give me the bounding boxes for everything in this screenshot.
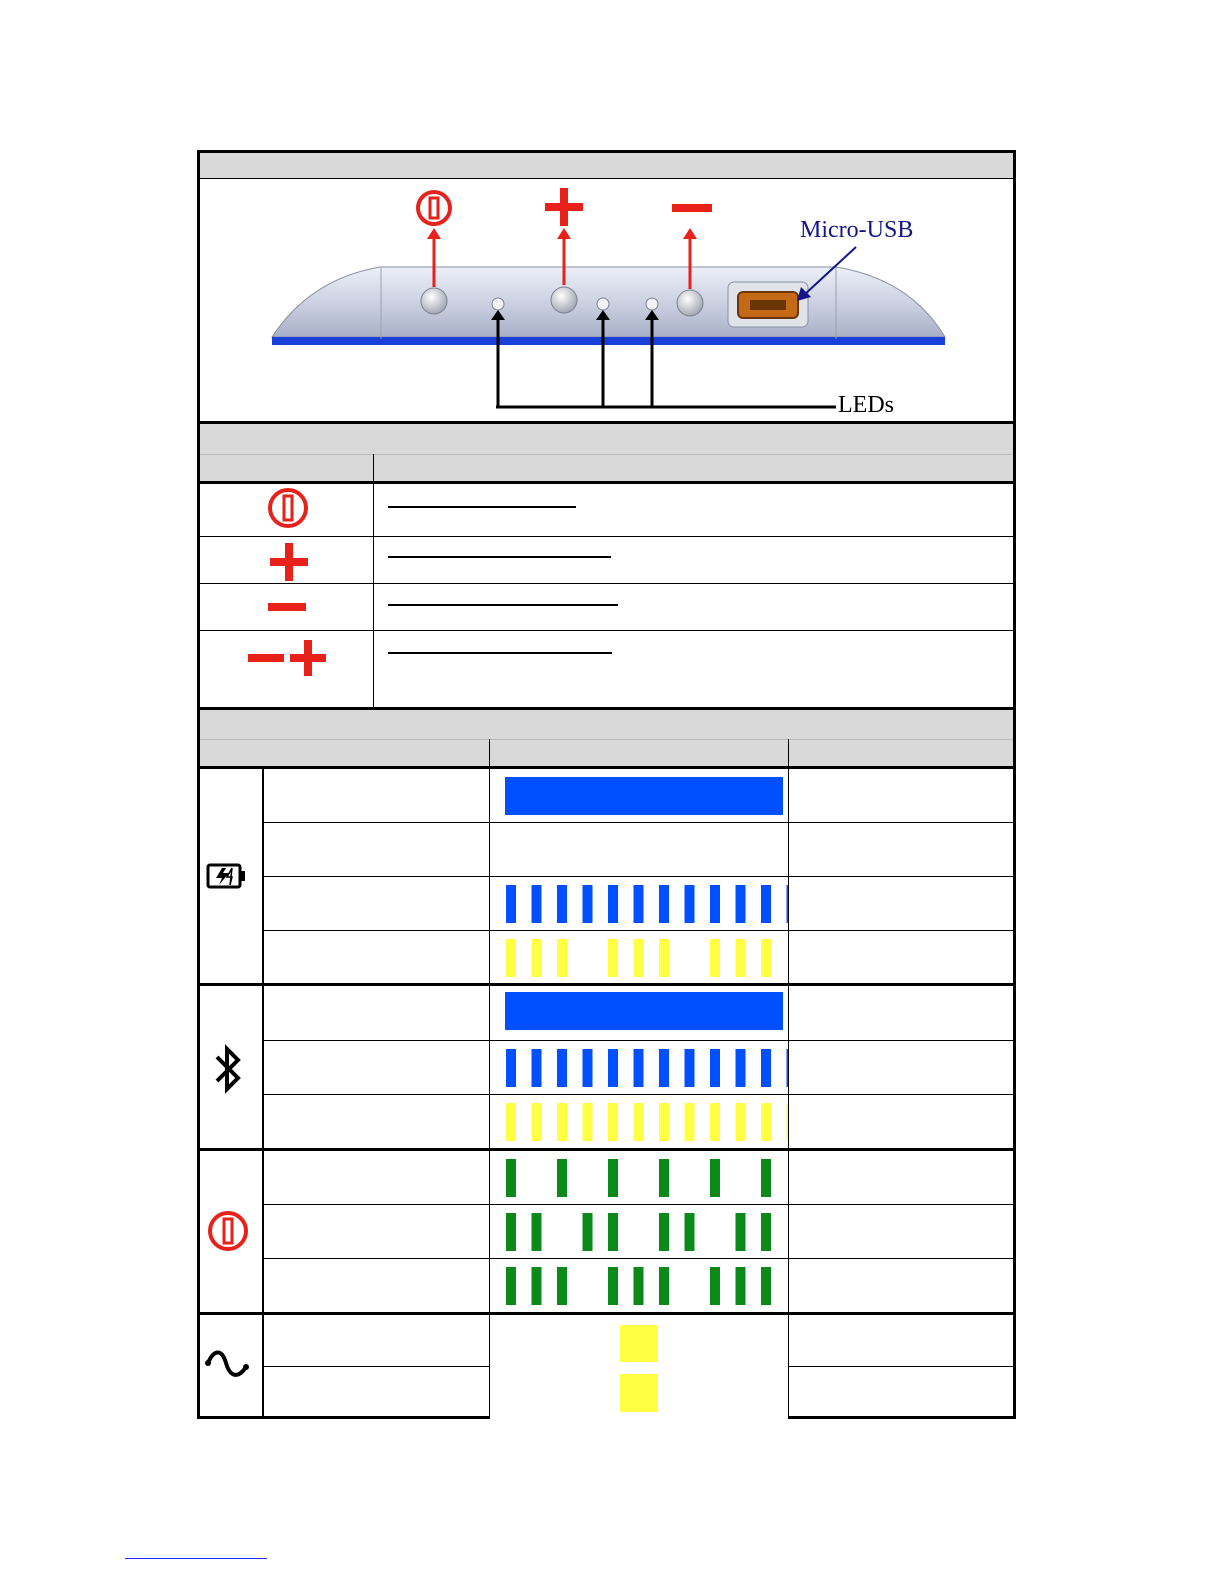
battery-charging-icon: [206, 861, 248, 891]
footer-link-underline[interactable]: [125, 1558, 267, 1559]
led-yellow-blink: [634, 939, 644, 977]
button-description-power: [388, 506, 576, 508]
led-blue-blink: [634, 1049, 644, 1087]
ac-sine-icon: [204, 1349, 252, 1385]
led-yellow-blink: [736, 939, 746, 977]
led-blue-blink: [557, 885, 567, 923]
led-yellow-block: [620, 1325, 658, 1362]
led-blue-blink: [583, 885, 593, 923]
led-yellow-block: [620, 1374, 658, 1412]
led-green-blink: [608, 1267, 618, 1305]
power-icon: [207, 1210, 249, 1252]
led-blue-blink: [608, 1049, 618, 1087]
ac-pattern-cell: [490, 1315, 788, 1419]
led-yellow-blink: [532, 939, 542, 977]
led-green-blink: [634, 1267, 644, 1305]
led-yellow-blink: [761, 1103, 771, 1141]
led-yellow-blink: [583, 1103, 593, 1141]
button-description-minus: [388, 604, 618, 606]
led-yellow-blink: [557, 1103, 567, 1141]
led-blue-solid: [505, 777, 783, 815]
led-green-blink: [532, 1267, 542, 1305]
led-green-blink: [659, 1267, 669, 1305]
minus-icon: [266, 600, 308, 614]
led-blue-blink: [634, 885, 644, 923]
device-illustration: [200, 179, 1013, 422]
led-yellow-blink: [659, 939, 669, 977]
led-blue-blink: [659, 885, 669, 923]
led-blue-blink: [761, 885, 771, 923]
micro-usb-label: Micro-USB: [800, 217, 914, 243]
button-row-power: [200, 484, 1013, 536]
power-icon: [267, 487, 309, 529]
led-blue-blink: [659, 1049, 669, 1087]
plus-icon: [268, 541, 310, 583]
led-yellow-blink: [710, 939, 720, 977]
led-yellow-blink: [685, 1103, 695, 1141]
leds-label: LEDs: [838, 392, 894, 418]
bluetooth-icon: [212, 1043, 244, 1095]
led-green-blink: [506, 1267, 516, 1305]
led-green-blink: [659, 1213, 669, 1251]
led-yellow-blink: [608, 1103, 618, 1141]
led-green-blink: [659, 1159, 669, 1197]
led-green-blink: [557, 1159, 567, 1197]
led-blue-blink: [787, 1049, 789, 1087]
buttons-section-header: [200, 424, 1013, 481]
led-yellow-blink: [608, 939, 618, 977]
led-yellow-blink: [557, 939, 567, 977]
led-blue-blink: [583, 1049, 593, 1087]
led-blue-blink: [685, 885, 695, 923]
led-green-blink: [506, 1159, 516, 1197]
led-green-blink: [608, 1213, 618, 1251]
led-green-blink: [761, 1213, 771, 1251]
led-blue-blink: [506, 885, 516, 923]
button-description-plus: [388, 556, 611, 558]
led-green-blink: [710, 1159, 720, 1197]
minus-plus-icon: [246, 639, 330, 677]
led-green-blink: [557, 1267, 567, 1305]
led-green-blink: [532, 1213, 542, 1251]
led-yellow-blink: [761, 939, 771, 977]
led-green-blink: [736, 1213, 746, 1251]
led-yellow-blink: [787, 1103, 789, 1141]
led-blue-blink: [736, 885, 746, 923]
led-yellow-blink: [506, 1103, 516, 1141]
button-row-minus-plus: [200, 631, 1013, 708]
led-blue-blink: [787, 885, 789, 923]
led-blue-blink: [557, 1049, 567, 1087]
button-description-minus-plus: [388, 652, 612, 654]
led-blue-blink: [736, 1049, 746, 1087]
led-green-blink: [685, 1213, 695, 1251]
led-green-blink: [608, 1159, 618, 1197]
led-yellow-blink: [659, 1103, 669, 1141]
button-row-minus: [200, 584, 1013, 630]
led-blue-blink: [761, 1049, 771, 1087]
led-blue-blink: [532, 1049, 542, 1087]
led-green-blink: [506, 1213, 516, 1251]
led-blue-blink: [608, 885, 618, 923]
led-green-blink: [736, 1267, 746, 1305]
button-row-plus: [200, 537, 1013, 583]
led-yellow-blink: [506, 939, 516, 977]
led-blue-blink: [710, 885, 720, 923]
led-blue-blink: [532, 885, 542, 923]
led-green-blink: [583, 1213, 593, 1251]
led-blue-blink: [710, 1049, 720, 1087]
leds-section-header: [200, 710, 1013, 766]
led-green-blink: [710, 1267, 720, 1305]
led-blue-solid: [505, 992, 783, 1030]
led-green-blink: [761, 1267, 771, 1305]
led-yellow-blink: [532, 1103, 542, 1141]
device-section-header: [200, 153, 1013, 178]
power-icon-callout: [418, 192, 450, 224]
led-yellow-blink: [634, 1103, 644, 1141]
led-green-blink: [761, 1159, 771, 1197]
led-yellow-blink: [710, 1103, 720, 1141]
indicator-table: [197, 150, 1016, 1419]
led-blue-blink: [685, 1049, 695, 1087]
led-blue-blink: [506, 1049, 516, 1087]
led-yellow-blink: [736, 1103, 746, 1141]
